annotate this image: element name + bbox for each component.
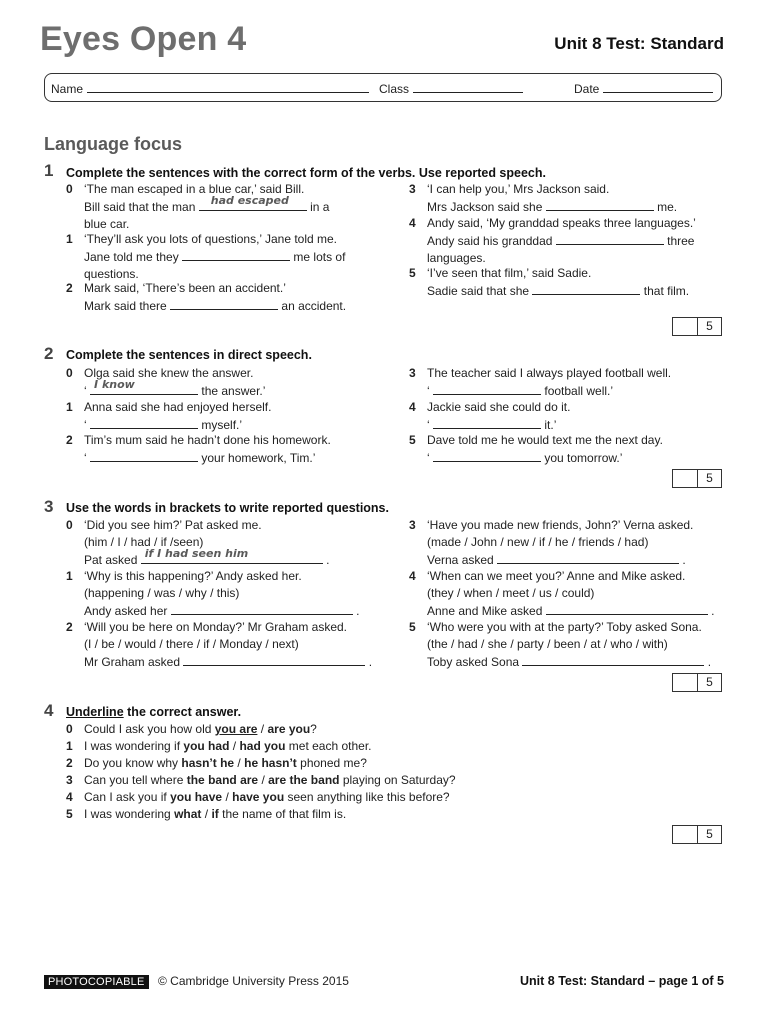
answer-blank[interactable] (497, 551, 679, 564)
ex4-item-1: 1 I was wondering if you had / had you met each other. (66, 739, 372, 753)
exercise-3-instruction: Use the words in brackets to write reported questions. (66, 501, 389, 515)
ex4-score-box[interactable] (672, 825, 722, 844)
ex4-score-total: 5 (706, 827, 713, 841)
option-2[interactable]: he hasn’t (244, 756, 297, 770)
ex2-item-2: 2 Tim’s mum said he hadn’t done his homework. ‘ your homework, Tim.’ (66, 433, 331, 465)
answer-blank[interactable] (183, 653, 365, 666)
option-1[interactable]: hasn’t he (181, 756, 235, 770)
ex4-item-0: 0 Could I ask you how old you are / are you? (66, 722, 317, 736)
page-indicator: Unit 8 Test: Standard – page 1 of 5 (520, 974, 724, 988)
answer-blank[interactable] (182, 248, 290, 261)
example-answer: if I had seen him (144, 546, 249, 560)
option-2[interactable]: had you (239, 739, 286, 753)
date-line (603, 81, 713, 93)
class-field[interactable] (379, 81, 523, 96)
option-1[interactable]: you had (183, 739, 230, 753)
answer-blank[interactable] (90, 449, 198, 462)
answer-blank[interactable] (90, 416, 198, 429)
ex3-item-1: 1 ‘Why is this happening?’ Andy asked her. (happening / was / why / this) Andy asked her . (66, 569, 360, 618)
exercise-4-number: 4 (44, 701, 54, 720)
example-answer: I know (94, 378, 135, 391)
answer-blank[interactable] (90, 378, 198, 395)
ex3-item-0: 0 ‘Did you see him?’ Pat asked me. (him / I / had / if /seen) Pat asked if I had seen him . (66, 518, 330, 567)
copyright-text: © Cambridge University Press 2015 (158, 974, 349, 988)
option-2[interactable]: if (211, 807, 219, 821)
option-1[interactable]: the band are (186, 773, 259, 787)
name-line (87, 81, 369, 93)
exercise-2-number: 2 (44, 344, 54, 363)
ex1-item-5: 5 ‘I’ve seen that film,’ said Sadie. Sadie said that she that film. (409, 266, 690, 298)
ex1-item-2: 2 Mark said, ‘There’s been an accident.’ Mark said there an accident. (66, 281, 347, 313)
option-1[interactable]: you are (214, 722, 258, 736)
brand-title: Eyes Open 4 (40, 20, 247, 58)
ex1-item-3: 3 ‘I can help you,’ Mrs Jackson said. Mrs Jackson said she me. (409, 182, 678, 214)
answer-blank[interactable] (532, 282, 640, 295)
answer-blank[interactable] (199, 194, 307, 211)
example-answer: had escaped (210, 194, 289, 207)
ex2-score-box[interactable] (672, 469, 722, 488)
ex4-item-3: 3 Can you tell where the band are / are the band playing on Saturday? (66, 773, 456, 787)
exercise-1-instruction: Complete the sentences with the correct form of the verbs. Use reported speech. (66, 166, 546, 180)
ex3-item-5: 5 ‘Who were you with at the party?’ Toby asked Sona. (the / had / she / party / been / at / who / with) Toby asked Sona . (409, 620, 712, 669)
ex2-item-5: 5 Dave told me he would text me the next day. ‘ you tomorrow.’ (409, 433, 663, 465)
answer-blank[interactable] (522, 653, 704, 666)
ex3-item-3: 3 ‘Have you made new friends, John?’ Verna asked. (made / John / new / if / he / friends / had) Verna asked . (409, 518, 694, 567)
ex2-item-1: 1 Anna said she had enjoyed herself. ‘ myself.’ (66, 400, 272, 432)
class-label: Class (379, 82, 410, 96)
class-line (413, 81, 523, 93)
ex2-item-4: 4 Jackie said she could do it. ‘ it.’ (409, 400, 571, 432)
option-2[interactable]: have you (232, 790, 285, 804)
answer-blank[interactable] (556, 232, 664, 245)
ex1-item-4: 4 Andy said, ‘My granddad speaks three languages.’ Andy said his granddad three languages. (409, 216, 696, 265)
section-title: Language focus (44, 134, 183, 154)
answer-blank[interactable] (171, 602, 353, 615)
ex1-item-0: 0 ‘The man escaped in a blue car,’ said Bill. Bill said that the man had escaped in a blue car. (66, 182, 330, 231)
date-field[interactable] (574, 81, 713, 96)
ex1-item-1: 1 ‘They’ll ask you lots of questions,’ Jane told me. Jane told me they me lots of questions. (66, 232, 346, 281)
ex4-item-2: 2 Do you know why hasn’t he / he hasn’t phoned me? (66, 756, 367, 770)
name-label: Name (51, 82, 84, 96)
answer-blank[interactable] (546, 198, 654, 211)
student-info-box (44, 73, 722, 102)
option-1[interactable]: you have (170, 790, 223, 804)
answer-blank[interactable] (433, 382, 541, 395)
ex2-item-0: 0 Olga said she knew the answer. ‘ I know the answer.’ (66, 366, 266, 398)
exercise-2-instruction: Complete the sentences in direct speech. (66, 348, 312, 362)
ex1-score-box[interactable] (672, 317, 722, 336)
exercise-3-number: 3 (44, 497, 54, 516)
ex3-score-box[interactable] (672, 673, 722, 692)
ex1-score-total: 5 (706, 319, 713, 333)
ex2-score-total: 5 (706, 471, 713, 485)
date-label: Date (574, 82, 600, 96)
ex3-score-total: 5 (706, 675, 713, 689)
ex2-item-3: 3 The teacher said I always played football well. ‘ football well.’ (409, 366, 672, 398)
ex3-item-2: 2 ‘Will you be here on Monday?’ Mr Graham asked. (I / be / would / there / if / Monday / next) Mr Graham asked . (66, 620, 373, 669)
ex4-item-4: 4 Can I ask you if you have / have you seen anything like this before? (66, 790, 450, 804)
answer-blank[interactable] (546, 602, 708, 615)
option-2[interactable]: are you (267, 722, 311, 736)
option-1[interactable]: what (174, 807, 202, 821)
answer-blank[interactable] (141, 546, 323, 564)
ex3-item-4: 4 ‘When can we meet you?’ Anne and Mike asked. (they / when / meet / us / could) Anne and Mike asked . (409, 569, 715, 618)
ex4-item-5: 5 I was wondering what / if the name of that film is. (66, 807, 347, 821)
photocopiable-badge: PHOTOCOPIABLE (44, 975, 149, 989)
answer-blank[interactable] (170, 297, 278, 310)
answer-blank[interactable] (433, 449, 541, 462)
exercise-4-instruction: Underline the correct answer. (66, 705, 242, 719)
answer-blank[interactable] (433, 416, 541, 429)
option-2[interactable]: are the band (268, 773, 340, 787)
test-title: Unit 8 Test: Standard (554, 34, 724, 53)
name-field[interactable] (51, 81, 369, 96)
exercise-1-number: 1 (44, 161, 54, 180)
